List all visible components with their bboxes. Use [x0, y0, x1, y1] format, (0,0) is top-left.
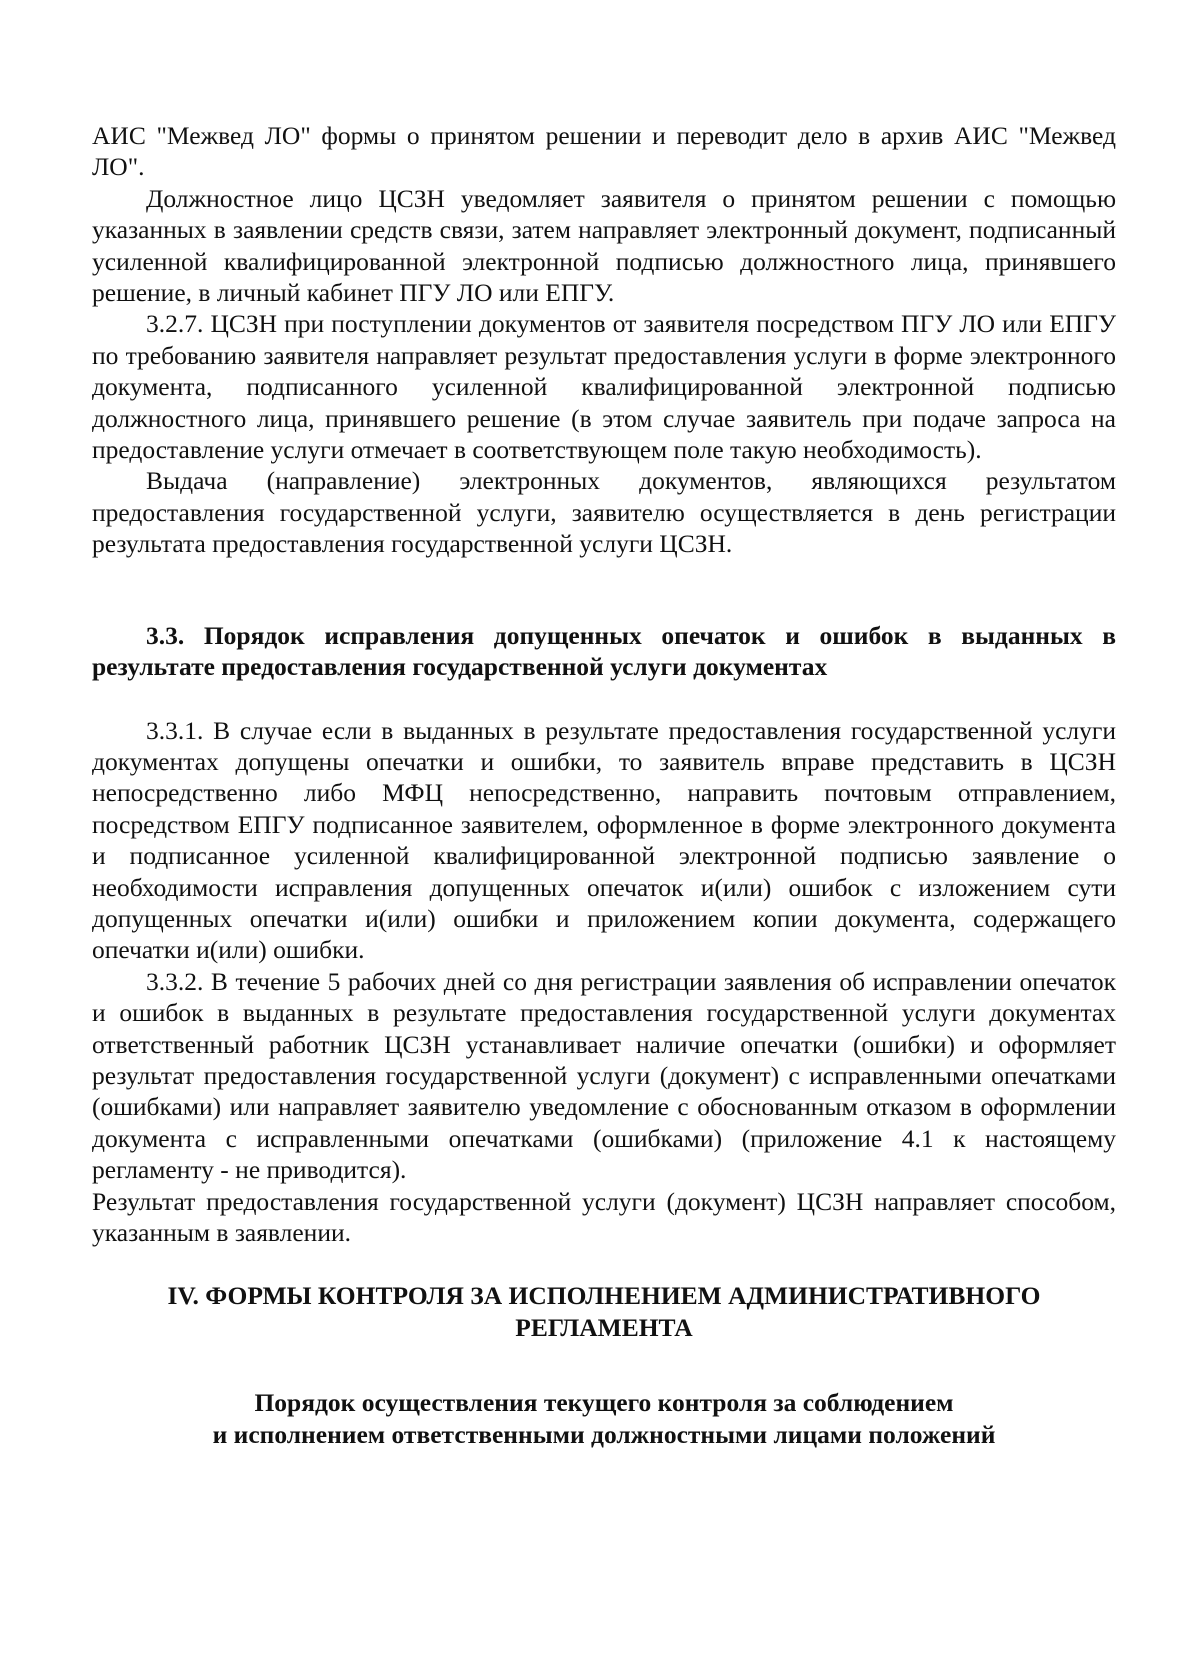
- paragraph-issuance: Выдача (направление) электронных документов, являющихся результатом предоставления государственной услуги, заявителю осуществляется в день регистрации результата предоставления государственной услуги ЦСЗН.: [92, 466, 1116, 559]
- paragraph-notification: Должностное лицо ЦСЗН уведомляет заявителя о принятом решении с помощью указанных в заявлении средств связи, затем направляет электронный документ, подписанный усиленной квалифицированной электронной подписью должностного лица, принявшего решение, в личный кабинет ПГУ ЛО или ЕПГУ.: [92, 183, 1116, 308]
- document-page: [92, 120, 1116, 1450]
- paragraph-3-3-2: 3.3.2. В течение 5 рабочих дней со дня регистрации заявления об исправлении опечаток и ошибок в выданных в результате предоставления государственной услуги документах ответственный работник ЦСЗН устанавливает наличие опечатки (ошибки) и оформляет результат предоставления государственной услуги (документ) с исправленными опечатками (ошибками) или направляет заявителю уведомление с обоснованным отказом в оформлении документа с исправленными опечатками (ошибками) (приложение 4.1 к настоящему регламенту - не приводится).: [92, 966, 1116, 1185]
- control-subheading: [92, 1387, 1116, 1450]
- chapter-4-heading-line2: РЕГЛАМЕНТА: [515, 1312, 693, 1342]
- paragraph-continuation: АИС "Межвед ЛО" формы о принятом решении и переводит дело в архив АИС "Межвед ЛО".: [92, 121, 1116, 182]
- section-3-3-heading: 3.3. Порядок исправления допущенных опечаток и ошибок в выданных в результате предоставления государственной услуги документах: [92, 620, 1116, 682]
- paragraph-3-3-1: 3.3.1. В случае если в выданных в результате предоставления государственной услуги документах допущены опечатки и ошибки, то заявитель вправе представить в ЦСЗН непосредственно либо МФЦ непосредственно, направить почтовым отправлением, посредством ЕПГУ подписанное заявителем, оформленное в форме электронного документа и подписанное усиленной квалифицированной электронной подписью заявление о необходимости исправления допущенных опечаток и(или) ошибок с изложением сути допущенных опечатки и(или) ошибки и приложением копии документа, содержащего опечатки и(или) ошибки.: [92, 715, 1116, 965]
- chapter-4-heading: [92, 1280, 1116, 1343]
- chapter-4-heading-line1: IV. ФОРМЫ КОНТРОЛЯ ЗА ИСПОЛНЕНИЕМ АДМИНИСТРАТИВНОГО: [167, 1281, 1041, 1311]
- paragraph-result: Результат предоставления государственной услуги (документ) ЦСЗН направляет способом, указанным в заявлении.: [92, 1186, 1116, 1247]
- control-subheading-line2: и исполнением ответственными должностными лицами положений: [212, 1419, 996, 1449]
- paragraph-3-2-7: 3.2.7. ЦСЗН при поступлении документов от заявителя посредством ПГУ ЛО или ЕПГУ по требованию заявителя направляет результат предоставления услуги в форме электронного документа, подписанного усиленной квалифицированной электронной подписью должностного лица, принявшего решение (в этом случае заявитель при подаче запроса на предоставление услуги отмечает в соответствующем поле такую необходимость).: [92, 309, 1116, 465]
- control-subheading-line1: Порядок осуществления текущего контроля за соблюдением: [254, 1388, 954, 1418]
